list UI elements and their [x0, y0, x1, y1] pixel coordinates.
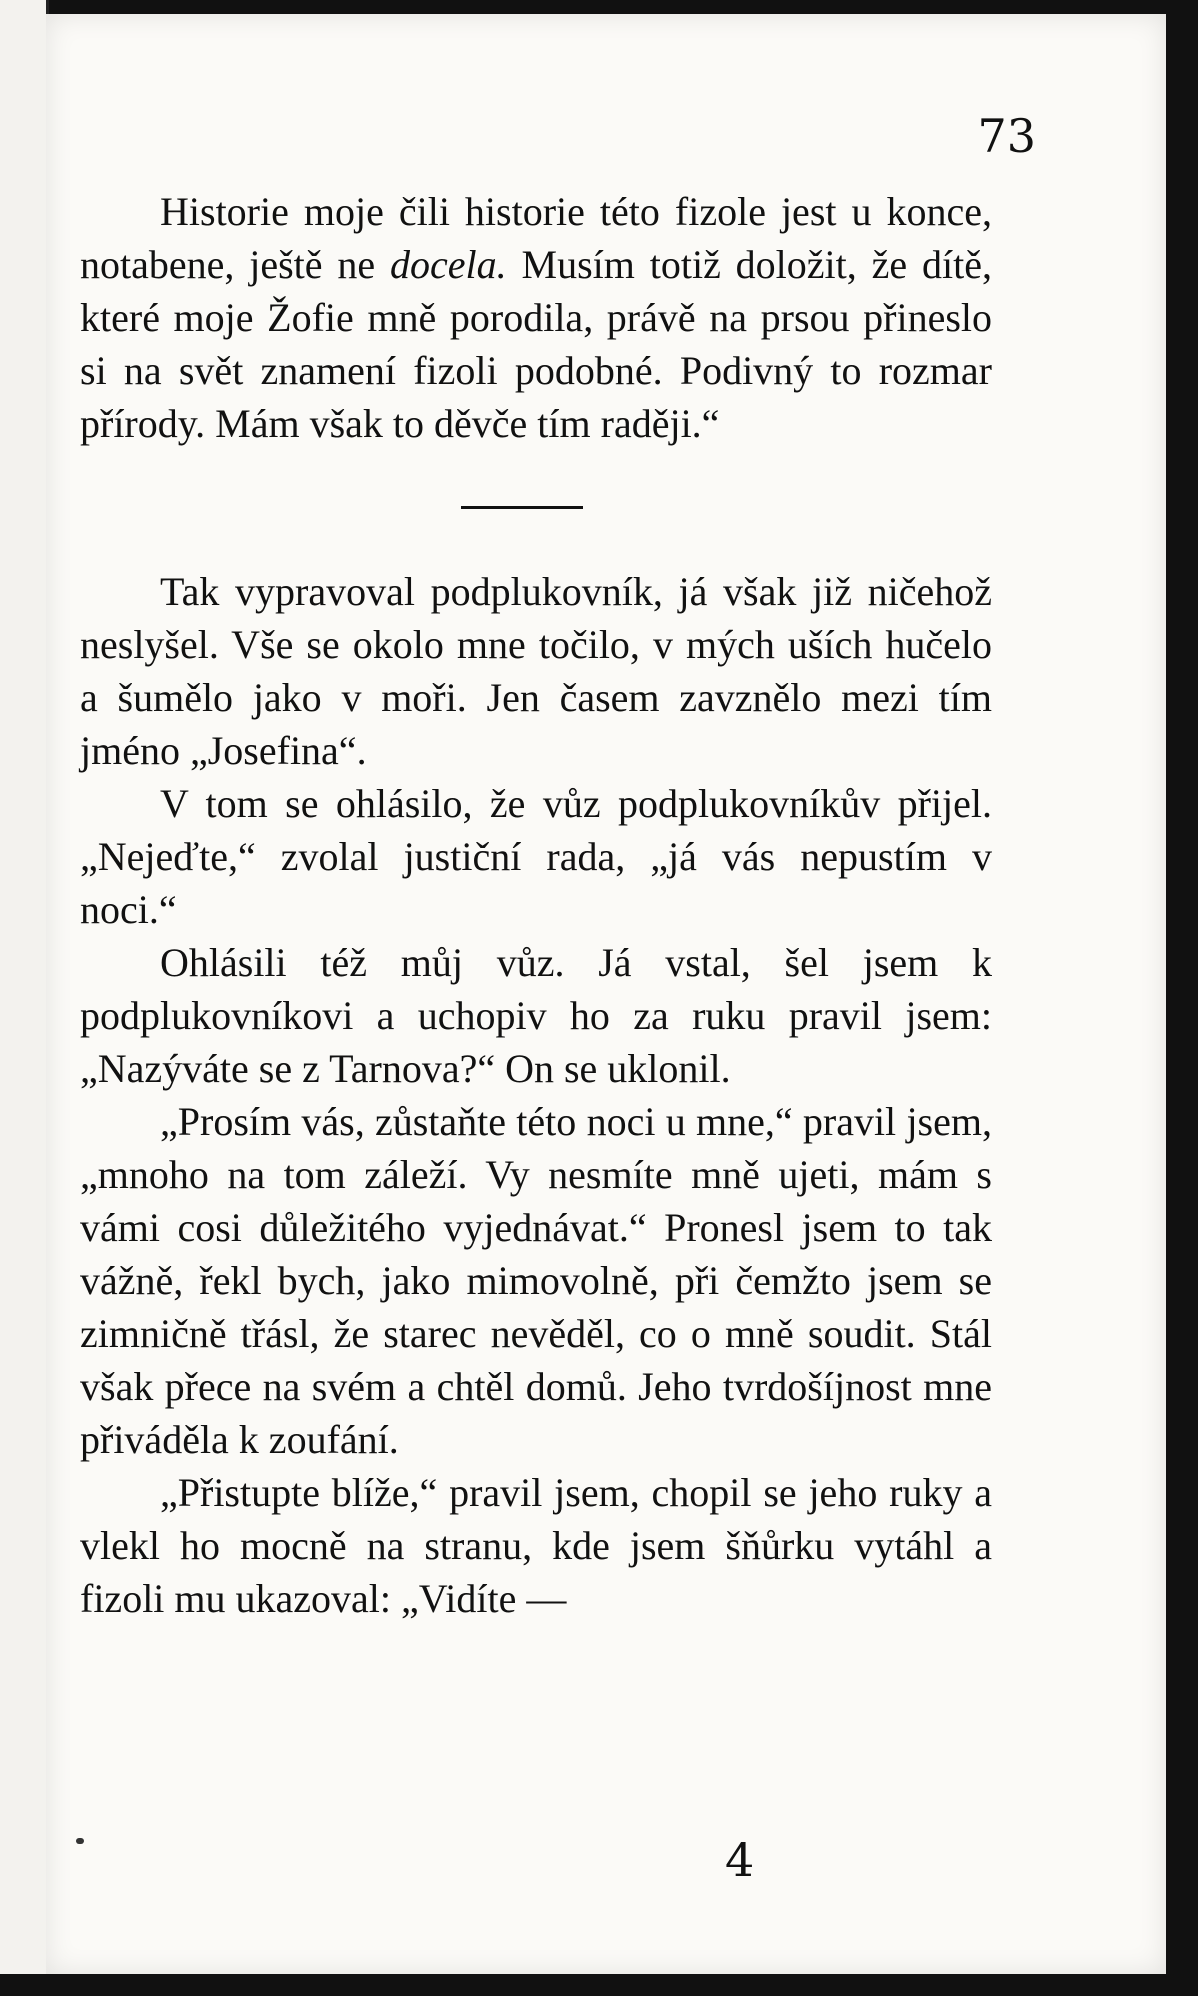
paragraph-1-text-start: Historie moje čili historie této fizole jest u konce, notabene, ještě ne — [80, 189, 992, 287]
paragraph-5: „Prosím vás, zůstaňte této noci u mne,“ pravil jsem, „mnoho na tom záleží. Vy nesmíte mně ujeti, mám s vámi cosi důležitého vyjednávat.“ Pronesl jsem to tak vážně, řekl bych, jako mimovolně, při čemžto jsem se zimničně třásl, že starec nevěděl, co o mně soudit. Stál však přece na svém a chtěl domů. Jeho tvrdošíjnost mne přiváděla k zoufání. — [80, 1099, 992, 1462]
section-separator — [461, 506, 583, 509]
body-text — [80, 185, 992, 1625]
scan-edge — [0, 1974, 1198, 1996]
signature-mark: 4 — [725, 1833, 755, 1887]
paragraph-1-emphasis: docela. — [390, 242, 507, 287]
page-number: 73 — [977, 109, 1036, 163]
paragraph-1-text-end: Musím totiž doložit, že dítě, které moje Žofie mně porodila, právě na prsou přineslo si na svět znamení fizoli podobné. Podivný to rozmar přírody. Mám však to děvče tím raději.“ — [80, 242, 992, 446]
paragraph-4: Ohlásili též můj vůz. Já vstal, šel jsem k podplukovníkovi a uchopiv ho za ruku pravil jsem: „Nazýváte se z Tarnova?“ On se uklonil. — [80, 940, 992, 1091]
paragraph-1 — [80, 185, 992, 450]
ink-stain — [76, 1838, 84, 1844]
paragraph-3: V tom se ohlásilo, že vůz podplukovníkův přijel. „Nejeďte,“ zvolal justiční rada, „já vás nepustím v noci.“ — [80, 781, 992, 932]
paragraph-2: Tak vypravoval podplukovník, já však již ničehož neslyšel. Vše se okolo mne točilo, v mých uších hučelo a šumělo jako v moři. Jen časem zavznělo mezi tím jméno „Josefina“. — [80, 569, 992, 773]
paragraph-6: „Přistupte blíže,“ pravil jsem, chopil se jeho ruky a vlekl ho mocně na stranu, kde jsem šňůrku vytáhl a fizoli mu ukazoval: „Vidíte — — [80, 1470, 992, 1621]
left-margin-strip — [0, 0, 49, 1996]
